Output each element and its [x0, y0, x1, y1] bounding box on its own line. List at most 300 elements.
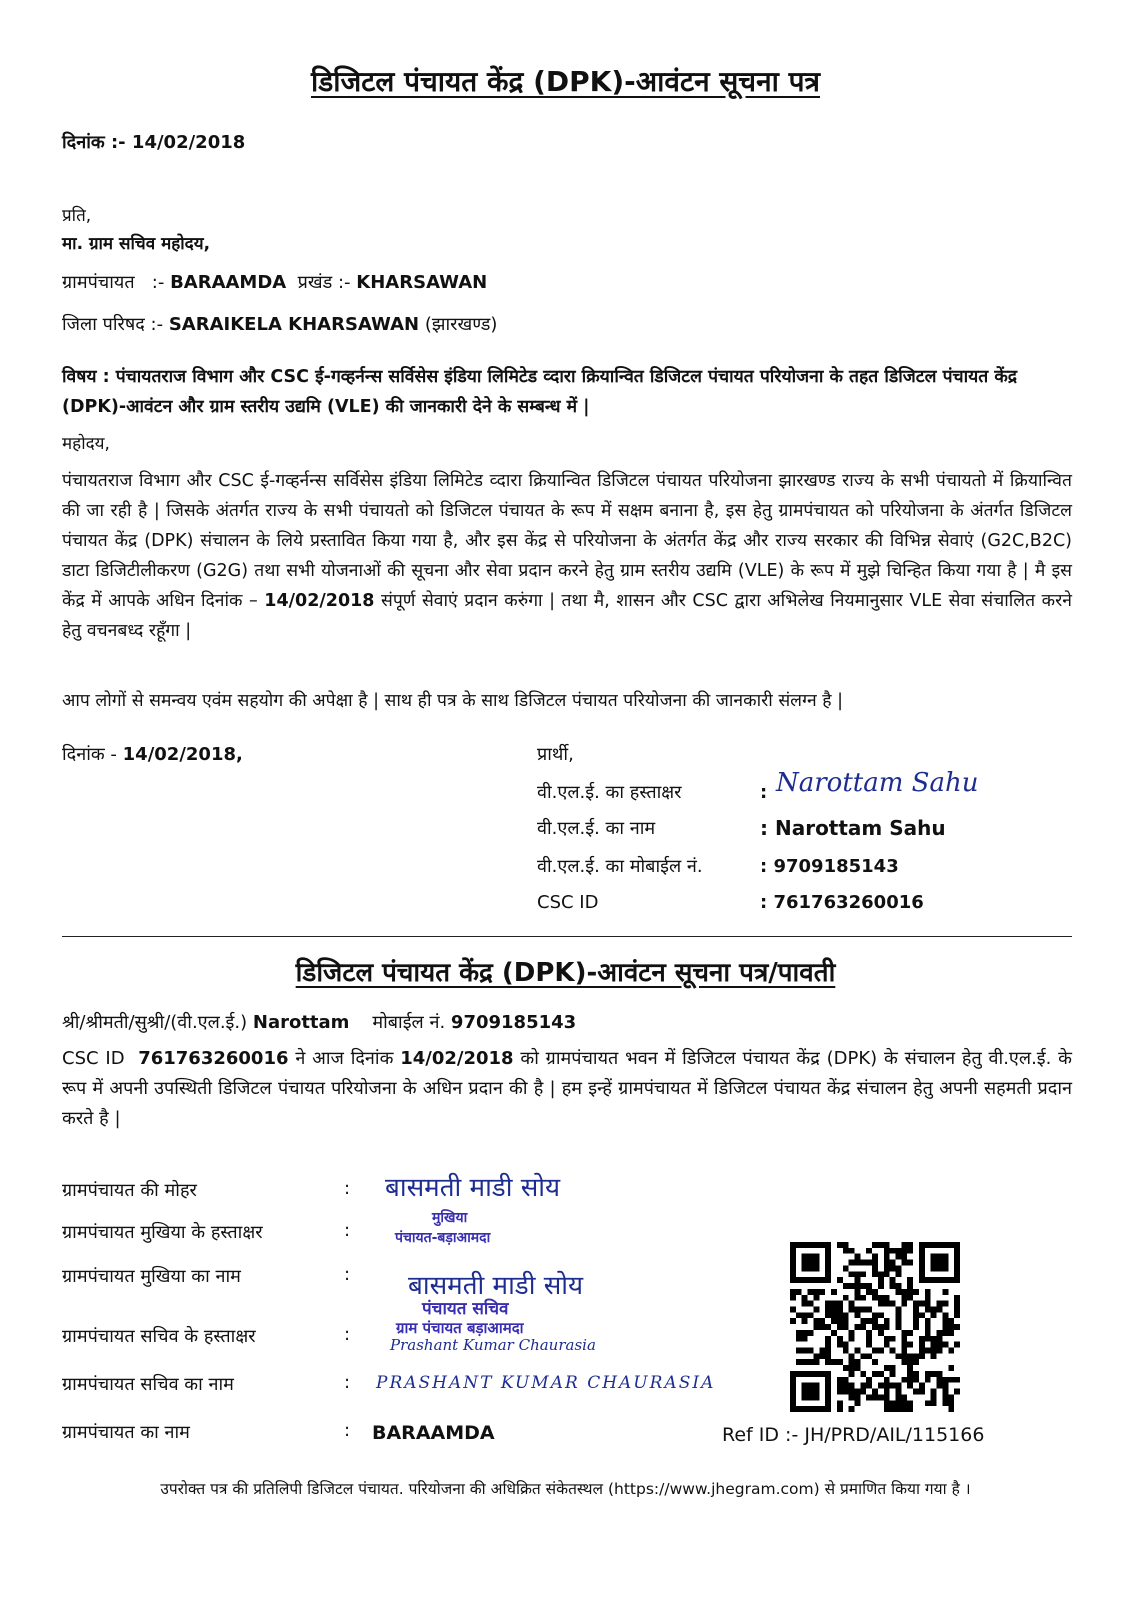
qr-module: [843, 1348, 849, 1354]
qr-module: [890, 1265, 896, 1271]
qr-module: [890, 1348, 896, 1354]
qr-module: [802, 1301, 808, 1307]
qr-module: [872, 1242, 878, 1248]
qr-module: [948, 1377, 954, 1383]
qr-module: [942, 1342, 948, 1348]
secretary-name-handwritten: PRASHANT KUMAR CHAURASIA: [376, 1373, 716, 1393]
page-title: डिजिटल पंचायत केंद्र (DPK)-आवंटन सूचना पत्र: [311, 65, 820, 98]
qr-module: [925, 1371, 931, 1377]
date-value: 14/02/2018: [131, 132, 246, 153]
qr-module: [878, 1348, 884, 1354]
qr-module: [919, 1353, 925, 1359]
state-name: (झारखण्ड): [424, 314, 498, 335]
qr-module: [825, 1394, 831, 1400]
qr-module: [907, 1330, 913, 1336]
qr-module: [896, 1312, 902, 1318]
qr-module: [843, 1318, 849, 1324]
qr-module: [931, 1260, 937, 1266]
receipt-mobile: 9709185143: [450, 1012, 577, 1033]
qr-module: [866, 1283, 872, 1289]
qr-module: [854, 1277, 860, 1283]
qr-module: [843, 1383, 849, 1389]
qr-module: [919, 1265, 925, 1271]
qr-module: [849, 1359, 855, 1365]
qr-module: [901, 1289, 907, 1295]
qr-module: [796, 1371, 802, 1377]
vle-mobile-value: 9709185143: [773, 856, 899, 877]
qr-module: [884, 1383, 890, 1389]
qr-module: [931, 1348, 937, 1354]
qr-module: [954, 1324, 960, 1330]
footer-note: उपरोक्त पत्र की प्रतिलिपी डिजिटल पंचायत. परियोजना की अधिक्रित संकेतस्थल (https://www.jhegram.com) से प्रमाणित किया गया है ।: [160, 1480, 971, 1498]
qr-module: [825, 1389, 831, 1395]
qr-module: [831, 1359, 837, 1365]
qr-module: [808, 1359, 814, 1365]
qr-module: [854, 1389, 860, 1395]
qr-module: [872, 1289, 878, 1295]
qr-module: [948, 1318, 954, 1324]
qr-module: [872, 1318, 878, 1324]
qr-module: [802, 1312, 808, 1318]
qr-module: [819, 1289, 825, 1295]
qr-module: [913, 1359, 919, 1365]
qr-module: [896, 1353, 902, 1359]
qr-module: [825, 1342, 831, 1348]
vle-sign-label: वी.एल.ई. का हस्ताक्षर: [537, 782, 682, 803]
qr-module: [931, 1265, 937, 1271]
qr-module: [890, 1383, 896, 1389]
qr-module: [931, 1254, 937, 1260]
gp-name-label: ग्रामपंचायत का नाम: [62, 1422, 190, 1443]
qr-module: [825, 1377, 831, 1383]
qr-module: [849, 1365, 855, 1371]
qr-module: [937, 1301, 943, 1307]
qr-module: [907, 1242, 913, 1248]
ref-id: Ref ID :- JH/PRD/AIL/115166: [722, 1424, 985, 1446]
qr-module: [942, 1400, 948, 1406]
qr-module: [925, 1306, 931, 1312]
qr-module: [831, 1301, 837, 1307]
secretary-signature: Prashant Kumar Chaurasia: [390, 1336, 596, 1354]
qr-module: [937, 1260, 943, 1266]
vle-name-value: Narottam Sahu: [774, 816, 946, 840]
receipt-name: Narottam: [252, 1012, 350, 1033]
prati: प्रति,: [62, 206, 92, 226]
qr-module: [790, 1265, 796, 1271]
qr-module: [831, 1289, 837, 1295]
qr-module: [884, 1377, 890, 1383]
qr-module: [790, 1371, 796, 1377]
qr-module: [790, 1248, 796, 1254]
qr-module: [790, 1295, 796, 1301]
qr-module: [901, 1359, 907, 1365]
body-date: 14/02/2018: [264, 591, 375, 611]
qr-module: [813, 1242, 819, 1248]
qr-module: [790, 1400, 796, 1406]
csc-id: : 761763260016: [760, 892, 924, 913]
qr-module: [937, 1265, 943, 1271]
qr-module: [802, 1277, 808, 1283]
qr-module: [796, 1330, 802, 1336]
qr-module: [825, 1400, 831, 1406]
qr-module: [843, 1389, 849, 1395]
qr-module: [890, 1400, 896, 1406]
qr-module: [872, 1389, 878, 1395]
qr-module: [825, 1406, 831, 1412]
qr-module: [790, 1277, 796, 1283]
gp-seal-label: ग्रामपंचायत की मोहर: [62, 1180, 197, 1201]
qr-module: [825, 1383, 831, 1389]
qr-module: [896, 1400, 902, 1406]
receipt-csc-label: CSC ID: [62, 1048, 125, 1069]
qr-module: [931, 1277, 937, 1283]
qr-module: [896, 1265, 902, 1271]
qr-module: [901, 1353, 907, 1359]
qr-module: [796, 1312, 802, 1318]
qr-module: [884, 1342, 890, 1348]
qr-module: [854, 1254, 860, 1260]
date-label: दिनांक :-: [62, 132, 126, 153]
qr-module: [937, 1348, 943, 1354]
qr-module: [860, 1260, 866, 1266]
qr-module: [843, 1324, 849, 1330]
qr-module: [901, 1377, 907, 1383]
qr-module: [825, 1277, 831, 1283]
qr-module: [942, 1277, 948, 1283]
qr-module: [878, 1324, 884, 1330]
qr-module: [937, 1371, 943, 1377]
qr-module: [942, 1389, 948, 1395]
qr-module: [872, 1371, 878, 1377]
qr-module: [901, 1295, 907, 1301]
qr-module: [825, 1242, 831, 1248]
qr-module: [866, 1394, 872, 1400]
secretary-stamp-title: पंचायत सचिव: [422, 1299, 509, 1319]
qr-module: [913, 1377, 919, 1383]
qr-module: [937, 1330, 943, 1336]
qr-module: [843, 1365, 849, 1371]
sign-date: [62, 742, 243, 768]
qr-module: [907, 1260, 913, 1266]
qr-module: [937, 1336, 943, 1342]
qr-module: [819, 1371, 825, 1377]
qr-module: [901, 1348, 907, 1354]
qr-module: [813, 1265, 819, 1271]
qr-module: [790, 1271, 796, 1277]
qr-module: [843, 1342, 849, 1348]
qr-module: [796, 1242, 802, 1248]
qr-module: [849, 1353, 855, 1359]
qr-module: [925, 1330, 931, 1336]
qr-module: [931, 1312, 937, 1318]
qr-module: [937, 1242, 943, 1248]
qr-module: [890, 1283, 896, 1289]
qr-module: [878, 1394, 884, 1400]
secretary-sign-colon: :: [344, 1324, 351, 1345]
qr-module: [942, 1301, 948, 1307]
qr-module: [825, 1336, 831, 1342]
qr-module: [954, 1271, 960, 1277]
qr-module: [884, 1271, 890, 1277]
qr-module: [937, 1342, 943, 1348]
qr-module: [954, 1342, 960, 1348]
qr-module: [802, 1242, 808, 1248]
qr-module: [919, 1312, 925, 1318]
qr-module: [813, 1353, 819, 1359]
qr-module: [937, 1254, 943, 1260]
qr-module: [790, 1406, 796, 1412]
qr-module: [919, 1389, 925, 1395]
qr-module: [872, 1265, 878, 1271]
qr-module: [942, 1377, 948, 1383]
qr-module: [931, 1394, 937, 1400]
qr-module: [913, 1301, 919, 1307]
qr-module: [849, 1330, 855, 1336]
qr-module: [948, 1400, 954, 1406]
qr-module: [896, 1389, 902, 1395]
qr-module: [919, 1254, 925, 1260]
qr-module: [884, 1265, 890, 1271]
salutation: महोदय,: [62, 434, 110, 454]
qr-module: [790, 1377, 796, 1383]
subject: विषय : पंचायतराज विभाग और CSC ई-गव्हर्नन्स सर्विसेस इंडिया लिमिटेड व्दारा क्रियान्वित डिजिटल पंचायत परियोजना के तहत डिजिटल पंचायत केंद्र (DPK)-आवंटन और ग्राम स्तरीय उद्यमि (VLE) की जानकारी देने के सम्बन्ध में |: [62, 367, 1018, 417]
qr-module: [790, 1394, 796, 1400]
qr-module: [872, 1359, 878, 1365]
qr-module: [808, 1242, 814, 1248]
qr-module: [937, 1277, 943, 1283]
mukhiya-sign-colon: :: [344, 1220, 351, 1241]
qr-module: [831, 1330, 837, 1336]
qr-module: [872, 1324, 878, 1330]
qr-module: [831, 1318, 837, 1324]
qr-module: [901, 1248, 907, 1254]
qr-module: [813, 1394, 819, 1400]
qr-module: [808, 1394, 814, 1400]
qr-module: [937, 1306, 943, 1312]
qr-module: [854, 1394, 860, 1400]
qr-module: [896, 1283, 902, 1289]
mukhiya-stamp-panchayat: पंचायत-बड़ाआमदा: [395, 1230, 491, 1246]
qr-module: [860, 1283, 866, 1289]
receipt-title: डिजिटल पंचायत केंद्र (DPK)-आवंटन सूचना पत्र/पावती: [295, 958, 836, 988]
qr-module: [802, 1359, 808, 1365]
receipt-mobile-label: मोबाईल नं.: [372, 1012, 446, 1033]
qr-module: [825, 1312, 831, 1318]
qr-module: [872, 1260, 878, 1266]
qr-module: [837, 1324, 843, 1330]
qr-module: [802, 1318, 808, 1324]
qr-module: [925, 1277, 931, 1283]
qr-module: [896, 1306, 902, 1312]
qr-module: [854, 1260, 860, 1266]
qr-module: [954, 1377, 960, 1383]
qr-module: [931, 1336, 937, 1342]
qr-module: [831, 1306, 837, 1312]
qr-code: [790, 1242, 960, 1412]
qr-module: [942, 1254, 948, 1260]
qr-module: [878, 1242, 884, 1248]
qr-module: [913, 1371, 919, 1377]
qr-module: [808, 1371, 814, 1377]
qr-module: [854, 1312, 860, 1318]
receipt-text-a: ने आज दिनांक: [288, 1048, 401, 1069]
qr-module: [884, 1248, 890, 1254]
qr-module: [954, 1242, 960, 1248]
district-label: जिला परिषद :-: [62, 314, 164, 335]
qr-module: [796, 1406, 802, 1412]
qr-module: [931, 1306, 937, 1312]
qr-module: [808, 1348, 814, 1354]
qr-module: [896, 1324, 902, 1330]
qr-module: [825, 1306, 831, 1312]
gp-name-colon: :: [344, 1420, 351, 1441]
qr-module: [931, 1371, 937, 1377]
qr-module: [896, 1289, 902, 1295]
qr-module: [802, 1265, 808, 1271]
qr-module: [925, 1377, 931, 1383]
qr-module: [860, 1371, 866, 1377]
qr-module: [813, 1371, 819, 1377]
qr-module: [813, 1359, 819, 1365]
vle-mobile: : 9709185143: [760, 856, 899, 877]
qr-module: [948, 1330, 954, 1336]
receipt-text-b: को ग्रामपंचायत भवन में डिजिटल पंचायत केंद्र (DPK) के संचालन हेतु वी.एल.ई. के रूप में अपनी उपस्थिती डिजिटल पंचायत परियोजना के अधिन प्रदान की है | हम इन्हें ग्रामपंचायत में डिजिटल पंचायत केंद्र संचालन हेतु अपनी सहमती प्रदान करते है |: [62, 1048, 1072, 1129]
qr-module: [925, 1348, 931, 1354]
body-text-b: संपूर्ण सेवाएं प्रदान करुंगा | तथा मै, शासन और CSC द्वारा अभिलेख नियमानुसार VLE सेवा संचालित करने हेतु वचनबध्द रहूँगा |: [62, 591, 1072, 641]
qr-module: [849, 1301, 855, 1307]
qr-module: [866, 1330, 872, 1336]
qr-module: [796, 1277, 802, 1283]
qr-module: [837, 1383, 843, 1389]
qr-module: [854, 1306, 860, 1312]
qr-module: [790, 1389, 796, 1395]
qr-module: [919, 1342, 925, 1348]
qr-module: [866, 1342, 872, 1348]
qr-module: [948, 1365, 954, 1371]
qr-module: [849, 1260, 855, 1266]
qr-module: [843, 1283, 849, 1289]
qr-module: [942, 1394, 948, 1400]
qr-module: [919, 1383, 925, 1389]
qr-module: [878, 1301, 884, 1307]
qr-module: [790, 1254, 796, 1260]
qr-module: [925, 1336, 931, 1342]
qr-module: [808, 1260, 814, 1266]
qr-module: [825, 1301, 831, 1307]
qr-module: [884, 1336, 890, 1342]
qr-module: [860, 1295, 866, 1301]
qr-module: [790, 1242, 796, 1248]
qr-module: [890, 1406, 896, 1412]
qr-module: [954, 1295, 960, 1301]
qr-module: [919, 1242, 925, 1248]
qr-module: [890, 1301, 896, 1307]
qr-module: [896, 1383, 902, 1389]
qr-module: [860, 1383, 866, 1389]
qr-module: [878, 1271, 884, 1277]
qr-module: [896, 1406, 902, 1412]
qr-module: [890, 1260, 896, 1266]
qr-module: [913, 1289, 919, 1295]
qr-module: [954, 1248, 960, 1254]
vle-sign-colon: :: [760, 782, 768, 803]
qr-module: [849, 1271, 855, 1277]
qr-module: [849, 1406, 855, 1412]
qr-module: [813, 1289, 819, 1295]
qr-module: [825, 1353, 831, 1359]
qr-module: [819, 1348, 825, 1354]
qr-module: [802, 1406, 808, 1412]
qr-module: [954, 1312, 960, 1318]
qr-module: [819, 1242, 825, 1248]
qr-module: [843, 1377, 849, 1383]
qr-module: [837, 1389, 843, 1395]
qr-module: [878, 1371, 884, 1377]
qr-module: [825, 1254, 831, 1260]
qr-module: [866, 1353, 872, 1359]
qr-module: [866, 1260, 872, 1266]
qr-module: [802, 1254, 808, 1260]
receipt-prefix: श्री/श्रीमती/सुश्री/(वी.एल.ई.): [62, 1012, 248, 1033]
qr-module: [843, 1312, 849, 1318]
qr-module: [860, 1271, 866, 1277]
qr-module: [931, 1353, 937, 1359]
qr-module: [843, 1242, 849, 1248]
qr-module: [931, 1389, 937, 1395]
qr-module: [802, 1336, 808, 1342]
qr-module: [808, 1406, 814, 1412]
qr-module: [948, 1242, 954, 1248]
qr-module: [837, 1406, 843, 1412]
qr-module: [948, 1277, 954, 1283]
qr-module: [925, 1324, 931, 1330]
addressee: मा. ग्राम सचिव महोदय,: [62, 234, 211, 254]
qr-module: [843, 1265, 849, 1271]
qr-module: [925, 1289, 931, 1295]
qr-module: [819, 1406, 825, 1412]
qr-module: [901, 1254, 907, 1260]
qr-module: [948, 1348, 954, 1354]
qr-module: [854, 1283, 860, 1289]
qr-module: [884, 1242, 890, 1248]
qr-module: [813, 1260, 819, 1266]
qr-module: [790, 1306, 796, 1312]
qr-module: [925, 1295, 931, 1301]
qr-module: [948, 1406, 954, 1412]
qr-module: [819, 1318, 825, 1324]
qr-module: [813, 1295, 819, 1301]
qr-module: [849, 1371, 855, 1377]
qr-module: [919, 1336, 925, 1342]
qr-module: [942, 1312, 948, 1318]
qr-module: [854, 1400, 860, 1406]
receipt-paragraph: [62, 1044, 1072, 1134]
qr-module: [942, 1324, 948, 1330]
qr-module: [808, 1383, 814, 1389]
qr-module: [942, 1330, 948, 1336]
qr-module: [831, 1312, 837, 1318]
qr-module: [878, 1295, 884, 1301]
qr-module: [925, 1301, 931, 1307]
qr-module: [854, 1359, 860, 1365]
mukhiya-sign-label: ग्रामपंचायत मुखिया के हस्ताक्षर: [62, 1222, 263, 1243]
qr-module: [796, 1289, 802, 1295]
qr-module: [913, 1324, 919, 1330]
qr-module: [901, 1336, 907, 1342]
qr-module: [901, 1342, 907, 1348]
qr-module: [825, 1265, 831, 1271]
qr-module: [919, 1277, 925, 1283]
